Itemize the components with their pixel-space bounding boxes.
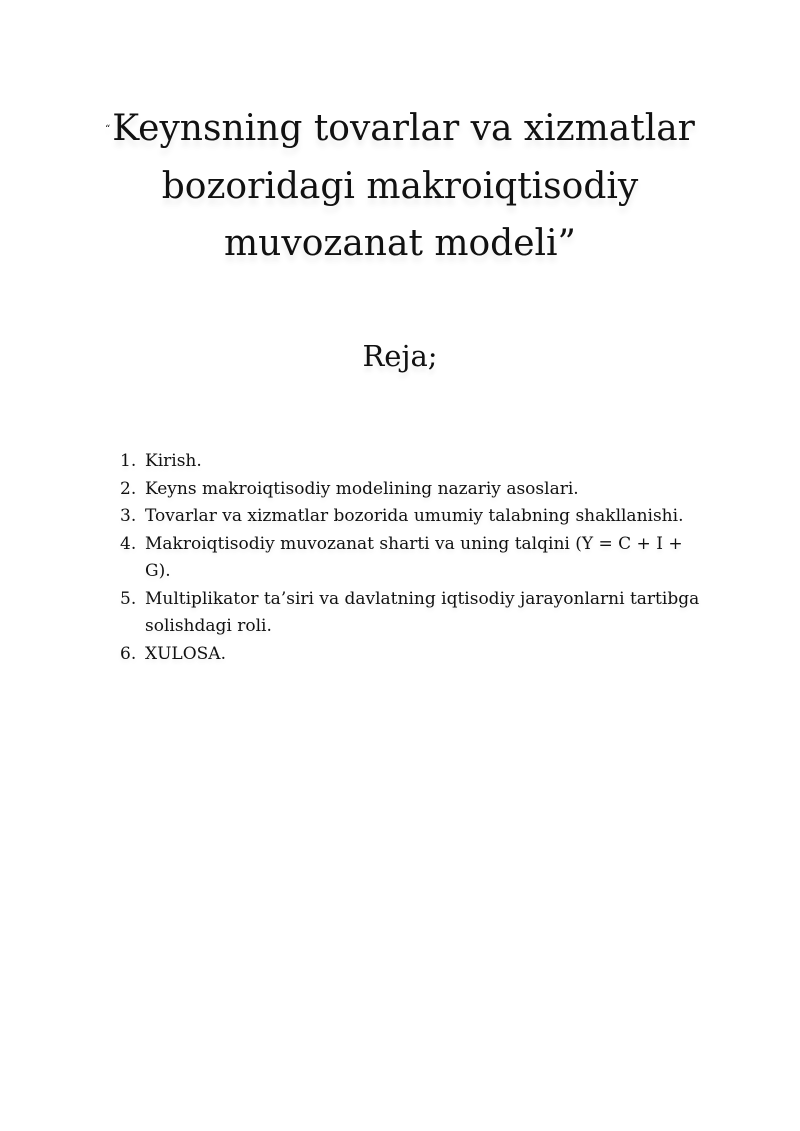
plan-item-number: 1. xyxy=(120,451,137,471)
plan-item-text: Multiplikator ta’siri va davlatning iqtisodiy jarayonlarni tartibga solishdagi roli. xyxy=(145,588,700,636)
plan-item xyxy=(120,448,700,476)
title-line-3: muvozanat modeli” xyxy=(224,223,576,264)
plan-item-text: Keyns makroiqtisodiy modelining nazariy asoslari. xyxy=(145,478,579,499)
plan-item xyxy=(120,641,700,669)
plan-item-number: 5. xyxy=(120,588,137,609)
plan-list xyxy=(120,448,700,668)
plan-item-number: 2. xyxy=(120,478,137,499)
plan-item-number: 3. xyxy=(120,506,137,526)
plan-item-text: Kirish. xyxy=(145,451,202,471)
document-title xyxy=(60,100,740,272)
plan-item-text: Makroiqtisodiy muvozanat sharti va uning talqini (Y = C + I + G). xyxy=(145,533,683,581)
plan-heading: Reja; xyxy=(362,339,438,373)
plan-item-number: 4. xyxy=(120,533,137,554)
plan-item xyxy=(120,503,700,531)
title-line-2: bozoridagi makroiqtisodiy xyxy=(161,166,639,207)
plan-item xyxy=(120,476,700,504)
plan-item-text: XULOSA. xyxy=(145,643,226,664)
title-line-1: Keynsning tovarlar va xizmatlar xyxy=(112,108,695,149)
plan-item-number: 6. xyxy=(120,643,137,664)
plan-item-text: Tovarlar va xizmatlar bozorida umumiy talabning shakllanishi. xyxy=(145,506,684,526)
plan-item xyxy=(120,586,700,641)
plan-item xyxy=(120,531,700,586)
title-open-quote: “ xyxy=(105,124,111,135)
